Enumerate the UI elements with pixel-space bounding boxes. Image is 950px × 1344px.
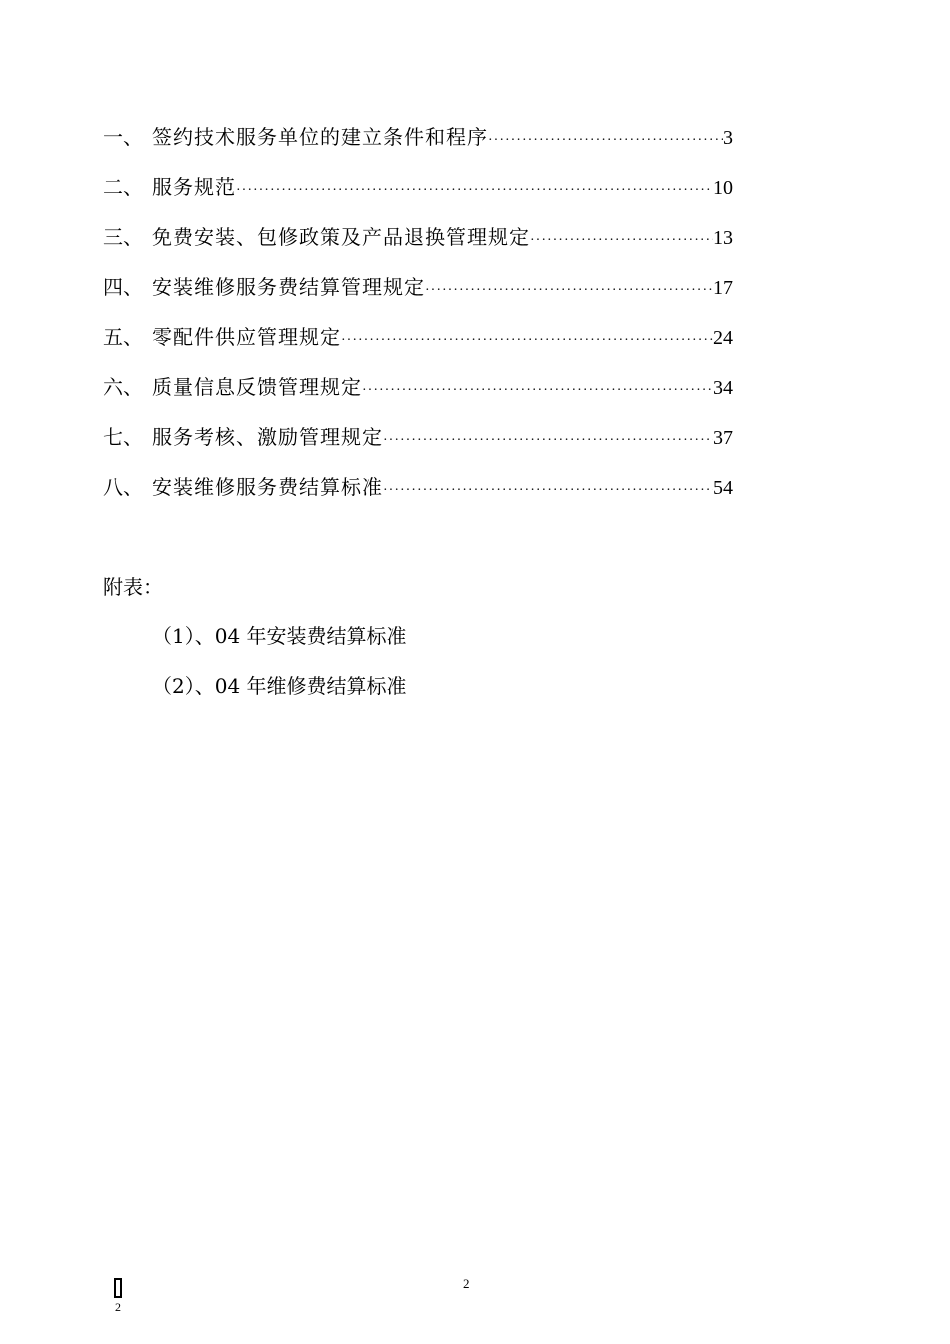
toc-entry-page: 24 [713,327,733,349]
toc-entry-number: 八、 [103,475,143,499]
appendix-heading: 附表： [103,575,163,599]
toc-dot-leader [236,172,713,210]
toc-entry-page: 13 [713,227,733,249]
toc-entry-page: 34 [713,377,733,399]
toc-dot-leader [341,322,713,360]
appendix-item[interactable]: （1）、04 年安装费结算标准 [152,624,407,648]
toc-entry-title: 质量信息反馈管理规定 [152,375,362,399]
toc-entry-number: 一、 [103,125,143,149]
toc-dot-leader [383,422,713,460]
toc-dot-leader [488,122,723,160]
toc-dot-leader [425,272,713,310]
toc-dot-leader [383,472,713,510]
toc-entry[interactable] [103,468,733,518]
toc-entry-page: 17 [713,277,733,299]
appendix-item[interactable]: （2）、04 年维修费结算标准 [152,674,407,698]
toc-entry-page: 10 [713,177,733,199]
toc-entry[interactable] [103,168,733,218]
toc-entry-title: 签约技术服务单位的建立条件和程序 [152,125,488,149]
toc-entry[interactable] [103,218,733,268]
toc-entry[interactable] [103,318,733,368]
toc-entry[interactable] [103,118,733,168]
toc-entry-title: 服务规范 [152,175,236,199]
toc-entry-page: 37 [713,427,733,449]
toc-entry-number: 二、 [103,175,143,199]
page-number: 2 [463,1276,470,1291]
toc-entry-title: 安装维修服务费结算标准 [152,475,383,499]
toc-entry-page: 3 [723,127,733,149]
toc-entry[interactable] [103,368,733,418]
toc-entry-number: 六、 [103,375,143,399]
toc-entry-title: 服务考核、激励管理规定 [152,425,383,449]
toc-entry-title: 零配件供应管理规定 [152,325,341,349]
table-of-contents [103,118,733,518]
toc-entry[interactable] [103,268,733,318]
toc-entry-number: 七、 [103,425,143,449]
appendix-list [152,620,407,720]
toc-entry-number: 五、 [103,325,143,349]
toc-entry-title: 安装维修服务费结算管理规定 [152,275,425,299]
toc-dot-leader [530,222,713,260]
bracket-mark-icon [114,1278,122,1298]
toc-dot-leader [362,372,713,410]
toc-entry-number: 四、 [103,275,143,299]
corner-page-number: 2 [115,1300,121,1314]
toc-entry-number: 三、 [103,225,143,249]
toc-entry-page: 54 [713,477,733,499]
toc-entry[interactable] [103,418,733,468]
toc-entry-title: 免费安装、包修政策及产品退换管理规定 [152,225,530,249]
